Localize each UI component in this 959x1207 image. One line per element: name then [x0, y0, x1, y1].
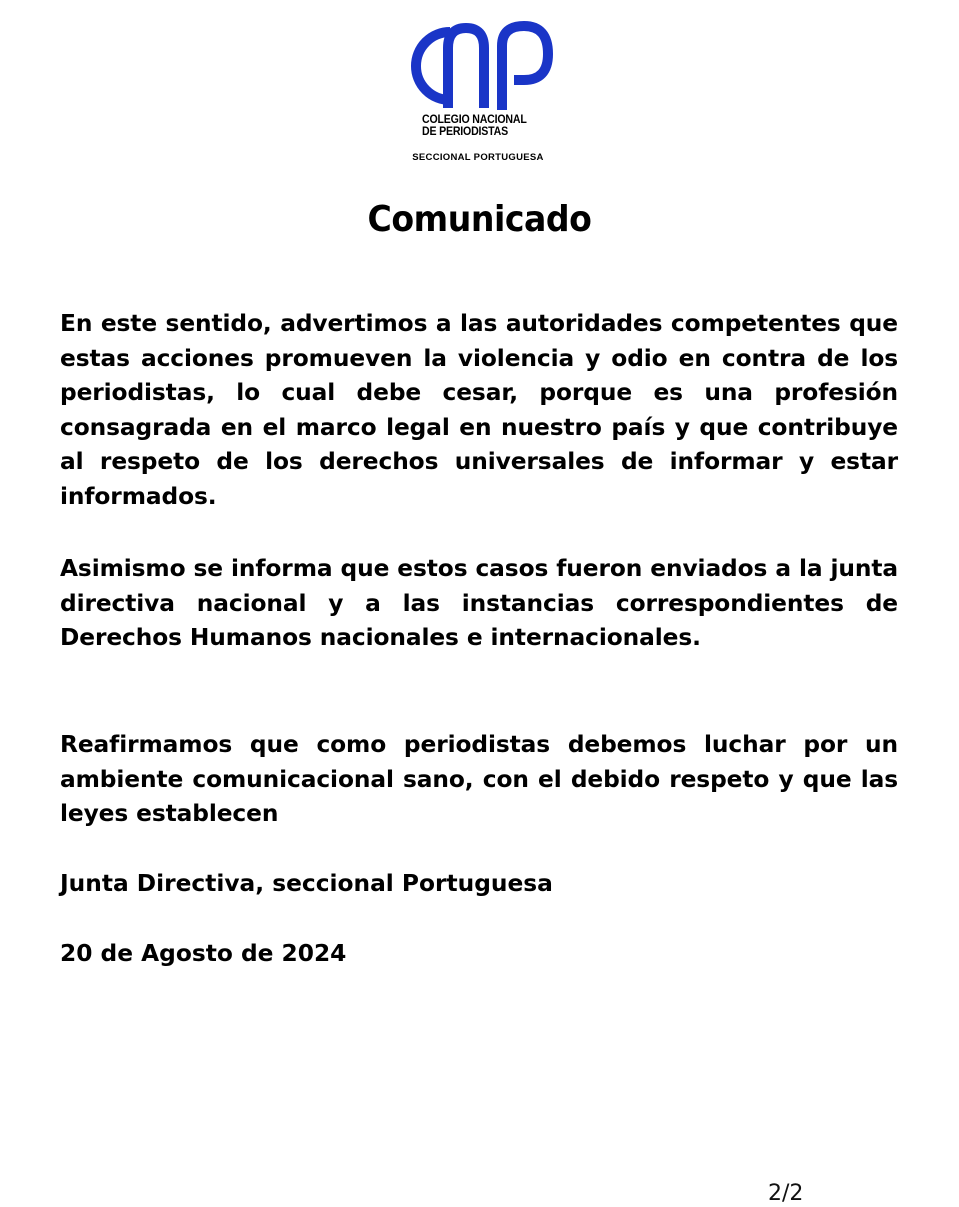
document-date: 20 de Agosto de 2024	[60, 940, 347, 967]
document-title: Comunicado	[367, 199, 592, 240]
cnp-logo	[398, 14, 558, 164]
cnp-logo-mark-icon	[404, 18, 554, 114]
logo-org-name-line1: COLEGIO NACIONAL	[422, 114, 527, 126]
paragraph-casos-enviados: Asimismo se informa que estos casos fueron enviados a la junta directiva nacional y a las instancias correspondientes de Derechos Humanos nacionales e internacionales.	[60, 555, 898, 652]
logo-org-name-line2: DE PERIODISTAS	[422, 126, 509, 138]
page-indicator: 2/2	[768, 1181, 804, 1206]
signoff: Junta Directiva, seccional Portuguesa	[60, 870, 553, 897]
paragraph-reafirmacion: Reafirmamos que como periodistas debemos luchar por un ambiente comunicacional sano, con el debido respeto y que las leyes establecen	[60, 731, 898, 828]
paragraph-advertencia: En este sentido, advertimos a las autoridades competentes que estas acciones promueven la violencia y odio en contra de los periodistas, lo cual debe cesar, porque es una profesión consagrada en el marco legal en nuestro país y que contribuye al respeto de los derechos universales de informar y estar informados.	[60, 310, 898, 510]
logo-seccional: SECCIONAL PORTUGUESA	[412, 152, 544, 163]
